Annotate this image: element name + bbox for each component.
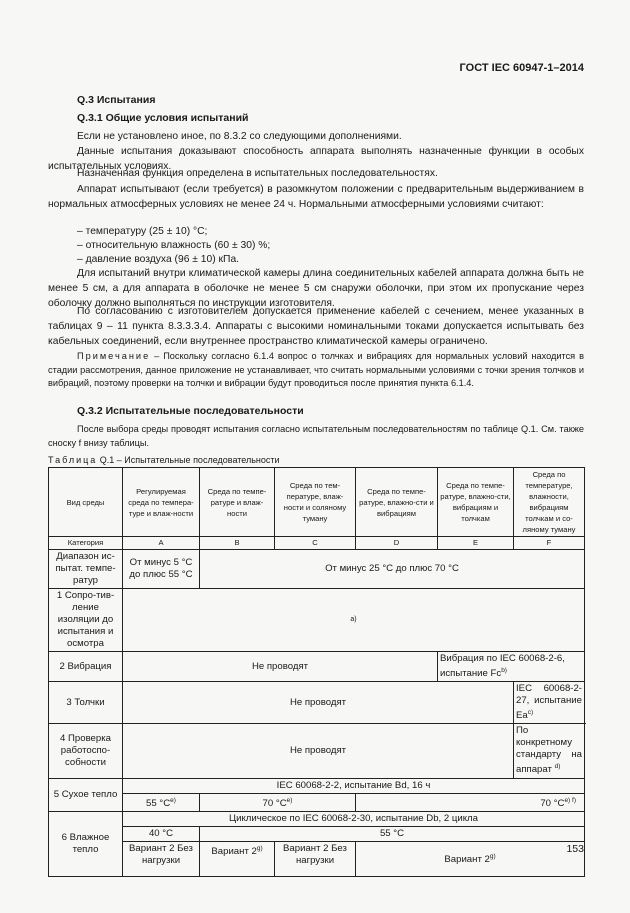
table-cell: Вариант 2 Без нагрузки [123, 841, 200, 876]
list-item: – давление воздуха (96 ± 10) кПа. [77, 254, 240, 265]
table-cell: Диапазон ис-пытат. темпе-ратур [49, 550, 123, 589]
table-cell: 5 Сухое тепло [49, 778, 123, 811]
cell-text: Вариант 2 [211, 845, 257, 857]
table-cell: Циклическое по IEC 60068-2-30, испытание Db, 2 цикла [123, 811, 585, 826]
table-cell: Не проводят [123, 652, 438, 682]
table-caption-label: Таблица [48, 455, 98, 465]
cell-text: Вибрация по IEC 60068-2-6, испытание Fc [440, 653, 565, 680]
table-cell [356, 841, 585, 876]
header-cell: Среда по темпе-ратуре, влажно-сти и вибрациям [356, 468, 438, 537]
table-cell [356, 793, 585, 811]
table-row [49, 811, 585, 826]
note [48, 350, 584, 391]
table-cell [200, 841, 275, 876]
table-cell: Не проводят [123, 724, 514, 778]
cell-text: По конкретному стандарту на аппарат [516, 725, 582, 776]
paragraph: Назначенная функция определена в испытательных последовательностях. [77, 168, 438, 179]
paragraph: Данные испытания доказывают способность аппарата выполнять назначенные функции в особых испытательных условиях. [48, 146, 584, 172]
table-cell [200, 793, 356, 811]
cell-text: 55 °С [146, 797, 171, 809]
paragraph: Для испытаний внутри климатической камеры длина соединительных кабелей аппарата должна быть не менее 5 см, а для аппарата в оболочке не менее 5 см снаружи оболочки, при этом их пропускание через оболочку должно выполняться по инструкции изготовителя. [48, 268, 584, 309]
footnote-ref: e) [170, 796, 176, 804]
footnote-ref: b) [501, 667, 507, 674]
table-cell [514, 724, 585, 778]
paragraph: Аппарат испытывают (если требуется) в разомкнутом положении с предварительным выдерживанием в нормальных атмосферных условиях не менее 24 ч. Нормальными атмосферными условиями считают: [48, 184, 584, 210]
footnote-ref: c) [527, 709, 534, 717]
list-item: – температуру (25 ± 10) °С; [77, 226, 208, 237]
section-title-q32: Q.3.2 Испытательные последовательности [77, 405, 304, 417]
table-row [49, 589, 585, 652]
table-cell: 1 Сопро-тив-ление изоляции до испытания и осмотра [49, 589, 123, 652]
note-text: – Поскольку согласно 6.1.4 вопрос о толчках и вибрациях для нормальных условий находится в стадии рассмотрения, данное приложение не устанавливает, что считать нормальными условиями с точки зрения толчков и вибраций, поэтому проверки на толчки и вибрации будут проводиться после принятия пункта 6.1.4. [48, 351, 584, 388]
table-cell: 3 Толчки [49, 682, 123, 724]
table-cell: 6 Влажное тепло [49, 811, 123, 876]
paragraph: Если не установлено иное, по 8.3.2 со следующими дополнениями. [77, 131, 402, 142]
table-cell: Вариант 2 Без нагрузки [275, 841, 356, 876]
table-header-row [49, 468, 585, 537]
header-cell: Среда по температуре, влажности, вибрациям толчкам и со-ляному туману [514, 468, 585, 537]
page-number: 153 [566, 843, 584, 855]
table-cell: От минус 25 °С до плюс 70 °С [200, 550, 585, 589]
table-row [49, 826, 585, 841]
table-cell: 2 Вибрация [49, 652, 123, 682]
footnote-ref: d) [554, 763, 561, 771]
table-cell: 40 °С [123, 826, 200, 841]
table-cell: 55 °С [200, 826, 585, 841]
header-cell: Среда по тем-пературе, влаж-ности и соляному туману [275, 468, 356, 537]
paragraph: По согласованию с изготовителем допускается применение кабелей с сечением, менее указанных в таблицах 9 – 11 пункта 8.3.3.3.4. Аппараты с высокими номинальными токами допускается испытывать без кабельных соединений, если внутреннее пространство климатической камеры ограничено. [48, 306, 584, 347]
header-cell: Регулируемая среда по темпера-туре и влаж-ности [123, 468, 200, 537]
table-cell [438, 652, 585, 682]
paragraph: После выбора среды проводят испытания согласно испытательным последовательностям по таблице Q.1. См. также сноску f внизу таблицы. [48, 424, 584, 448]
note-label: Примечание [77, 351, 151, 361]
section-title-q3: Q.3 Испытания [77, 94, 156, 106]
table-cell: D [356, 537, 438, 550]
header-cell: Вид среды [49, 468, 123, 537]
header-cell: Среда по темпе-ратуре, влажно-сти, вибрациям и толчкам [438, 468, 514, 537]
table-caption-text: Q.1 – Испытательные последовательности [97, 455, 280, 465]
table-cell: E [438, 537, 514, 550]
footnote-ref: e) f) [564, 796, 576, 804]
table-cell: Категория [49, 537, 123, 550]
test-sequences-table [48, 467, 585, 877]
header-cell: Среда по темпе-ратуре и влаж-ности [200, 468, 275, 537]
section-title-q31: Q.3.1 Общие условия испытаний [77, 112, 249, 124]
footnote-ref: g) [256, 844, 263, 852]
table-cell: A [123, 537, 200, 550]
table-row [49, 793, 585, 811]
footnote-ref: g) [489, 853, 496, 861]
table-row [49, 682, 585, 724]
table-cell: B [200, 537, 275, 550]
cell-text: Вариант 2 [444, 854, 490, 866]
cell-text: 70 °С [262, 797, 287, 809]
table-row [49, 652, 585, 682]
table-row [49, 841, 585, 876]
cell-text: 70 °С [540, 797, 565, 809]
list-item: – относительную влажность (60 ± 30) %; [77, 240, 271, 251]
table-cell: 4 Проверка работоспо-собности [49, 724, 123, 778]
table-row [49, 550, 585, 589]
cell-text: IEC 60068-2-27, испытание Ea [516, 683, 582, 722]
table-cell: C [275, 537, 356, 550]
table-cell [123, 793, 200, 811]
table-cell: От минус 5 °С до плюс 55 °С [123, 550, 200, 589]
table-cell: IEC 60068-2-2, испытание Bd, 16 ч [123, 778, 585, 793]
document-header: ГОСТ IEC 60947-1–2014 [459, 62, 584, 74]
category-row [49, 537, 585, 550]
footnote-ref: e) [286, 796, 293, 804]
table-row [49, 778, 585, 793]
table-cell: Не проводят [123, 682, 514, 724]
table-cell: a) [123, 589, 585, 652]
table-cell [514, 682, 585, 724]
table-caption [48, 455, 280, 465]
table-cell: F [514, 537, 585, 550]
table-row [49, 724, 585, 778]
